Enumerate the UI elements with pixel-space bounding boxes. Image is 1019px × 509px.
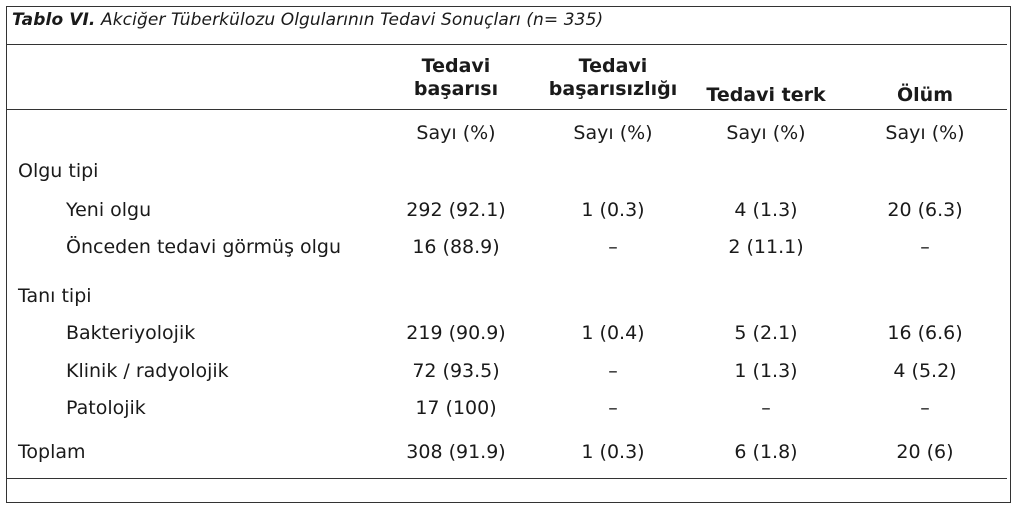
caption-label: Tablo VI. bbox=[12, 10, 96, 30]
group-label-olgu-tipi: Olgu tipi bbox=[18, 160, 99, 182]
table-cell: – bbox=[761, 397, 771, 419]
row-label: Patolojik bbox=[66, 397, 146, 419]
table-cell: 1 (0.3) bbox=[581, 199, 645, 221]
col-unit: Sayı (%) bbox=[573, 122, 653, 144]
table-cell: 219 (90.9) bbox=[406, 322, 506, 344]
col-header-basarisizlik bbox=[549, 55, 677, 101]
col-unit: Sayı (%) bbox=[416, 122, 496, 144]
header-bottom-rule bbox=[6, 109, 1007, 110]
table-cell: 4 (1.3) bbox=[734, 199, 798, 221]
table-cell: – bbox=[608, 397, 618, 419]
table-cell: 2 (11.1) bbox=[728, 236, 804, 258]
table-cell: 20 (6) bbox=[896, 441, 954, 463]
table-cell: – bbox=[608, 236, 618, 258]
group-label-tani-tipi: Tanı tipi bbox=[18, 285, 92, 307]
row-label: Önceden tedavi görmüş olgu bbox=[66, 236, 342, 258]
table-cell: 17 (100) bbox=[415, 397, 497, 419]
table-cell: – bbox=[920, 236, 930, 258]
col-header-line2: başarısızlığı bbox=[548, 78, 678, 100]
table-cell: 6 (1.8) bbox=[734, 441, 798, 463]
table-caption bbox=[12, 10, 603, 30]
table-cell: 308 (91.9) bbox=[406, 441, 506, 463]
table-cell: 292 (92.1) bbox=[406, 199, 506, 221]
table-bottom-rule bbox=[6, 478, 1007, 479]
col-header-line1: Tedavi bbox=[578, 55, 648, 77]
col-header-terk bbox=[706, 84, 825, 107]
table-cell: 20 (6.3) bbox=[887, 199, 963, 221]
col-header-line2: Ölüm bbox=[897, 84, 953, 106]
col-header-line2: başarısı bbox=[413, 78, 499, 100]
row-label: Klinik / radyolojik bbox=[66, 360, 229, 382]
row-label: Bakteriyolojik bbox=[66, 322, 196, 344]
row-label: Yeni olgu bbox=[66, 199, 152, 221]
header-top-rule bbox=[6, 44, 1007, 45]
col-unit: Sayı (%) bbox=[726, 122, 806, 144]
col-header-olum bbox=[897, 84, 953, 107]
caption-text: Akciğer Tüberkülozu Olgularının Tedavi Sonuçları (n= 335) bbox=[95, 10, 604, 30]
col-header-line2: Tedavi terk bbox=[706, 84, 826, 106]
table-cell: 1 (0.3) bbox=[581, 441, 645, 463]
table-cell: 16 (88.9) bbox=[412, 236, 500, 258]
row-label-toplam: Toplam bbox=[18, 441, 86, 463]
col-header-basari bbox=[414, 55, 498, 101]
col-header-line1: Tedavi bbox=[421, 55, 491, 77]
table-cell: – bbox=[920, 397, 930, 419]
col-unit: Sayı (%) bbox=[885, 122, 965, 144]
table-cell: 4 (5.2) bbox=[893, 360, 957, 382]
table-cell: 1 (0.4) bbox=[581, 322, 645, 344]
table-cell: 72 (93.5) bbox=[412, 360, 500, 382]
table-cell: – bbox=[608, 360, 618, 382]
table-cell: 16 (6.6) bbox=[887, 322, 963, 344]
table-cell: 5 (2.1) bbox=[734, 322, 798, 344]
table-cell: 1 (1.3) bbox=[734, 360, 798, 382]
